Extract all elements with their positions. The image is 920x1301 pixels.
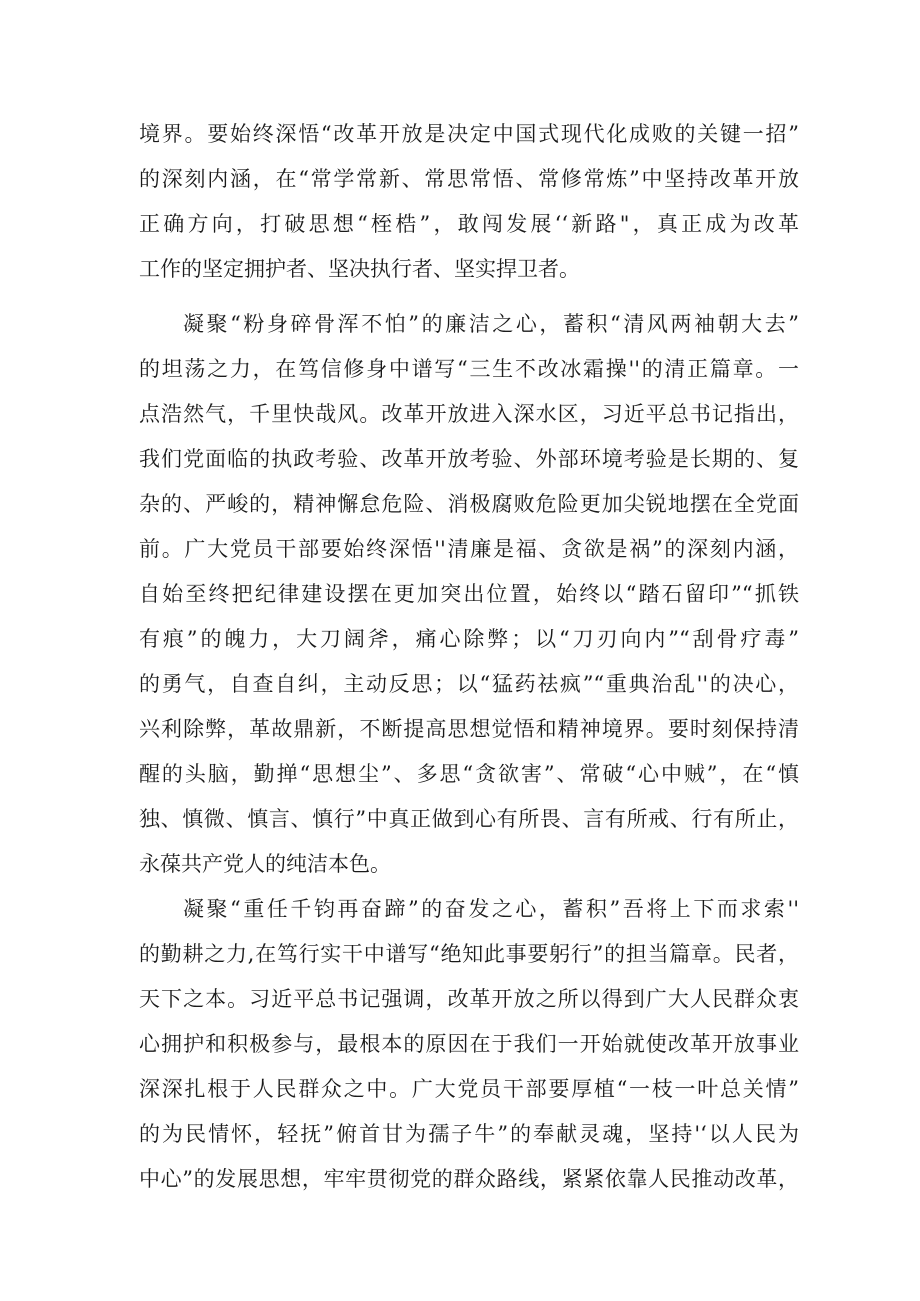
paragraph-3-line-3: 天下之本。习近平总书记强调，改革开放之所以得到广大人民群众衷 xyxy=(139,987,799,1011)
paragraph-2-line-12: 独、慎微、慎言、慎行”中真正做到心有所畏、言有所戒、行有所止， xyxy=(139,807,799,831)
paragraph-1-line-3: 正确方向，打破思想“桎梏”，敢闯发展‘‘新路"，真正成为改革 xyxy=(139,212,799,236)
paragraph-2-line-8: 有痕”的魄力，大刀阔斧，痛心除弊；以“刀刃向内”“刮骨疗毒” xyxy=(139,627,799,651)
paragraph-3-line-5: 深深扎根于人民群众之中。广大党员干部要厚植“一枝一叶总关情” xyxy=(139,1077,799,1101)
paragraph-2-line-5: 杂的、严峻的，精神懈怠危险、消极腐败危险更加尖锐地摆在全党面 xyxy=(139,492,799,516)
paragraph-2-line-9: 的勇气，自查自纠，主动反思；以“猛药祛疯”“重典治乱''的决心， xyxy=(139,672,799,696)
paragraph-1-line-1: 境界。要始终深悟“改革开放是决定中国式现代化成败的关键一招” xyxy=(139,122,799,146)
paragraph-3-line-1: 凝聚“重任千钧再奋蹄”的奋发之心，蓄积”吾将上下而求索'' xyxy=(183,897,799,921)
paragraph-3-line-4: 心拥护和积极参与，最根本的原因在于我们一开始就使改革开放事业 xyxy=(139,1032,799,1056)
paragraph-2-line-2: 的坦荡之力，在笃信修身中谱写“三生不改冰霜操''的清正篇章。一 xyxy=(139,357,799,381)
paragraph-2-line-13: 永葆共产党人的纯洁本色。 xyxy=(139,852,391,876)
paragraph-2-line-1: 凝聚“粉身碎骨浑不怕”的廉洁之心，蓄积“清风两袖朝大去” xyxy=(183,312,799,336)
paragraph-2-line-7: 自始至终把纪律建设摆在更加突出位置，始终以“踏石留印”“抓铁 xyxy=(139,582,799,606)
paragraph-2-line-3: 点浩然气，千里快哉风。改革开放进入深水区，习近平总书记指出， xyxy=(139,402,799,426)
paragraph-1-line-2: 的深刻内涵，在“常学常新、常思常悟、常修常炼”中坚持改革开放 xyxy=(139,167,799,191)
paragraph-2-line-10: 兴利除弊，革故鼎新，不断提高思想觉悟和精神境界。要时刻保持清 xyxy=(139,717,799,741)
paragraph-2-line-11: 醒的头脑，勤掸“思想尘”、多思“贪欲害”、常破“心中贼”，在“慎 xyxy=(139,762,799,786)
paragraph-2-line-6: 前。广大党员干部要始终深悟''清廉是福、贪欲是祸”的深刻内涵， xyxy=(139,537,799,561)
paragraph-3-line-7: 中心”的发展思想，牢牢贯彻党的群众路线，紧紧依靠人民推动改革， xyxy=(139,1167,799,1191)
paragraph-3-line-2: 的勤耕之力,在笃行实干中谱写“绝知此事要躬行”的担当篇章。民者， xyxy=(139,942,799,966)
paragraph-2-line-4: 我们党面临的执政考验、改革开放考验、外部环境考验是长期的、复 xyxy=(139,447,799,471)
paragraph-3-line-6: 的为民情怀，轻抚”俯首甘为孺子牛”的奉献灵魂，坚持'‘以人民为 xyxy=(139,1122,799,1146)
paragraph-1-line-4: 工作的坚定拥护者、坚决执行者、坚实捍卫者。 xyxy=(139,257,580,281)
